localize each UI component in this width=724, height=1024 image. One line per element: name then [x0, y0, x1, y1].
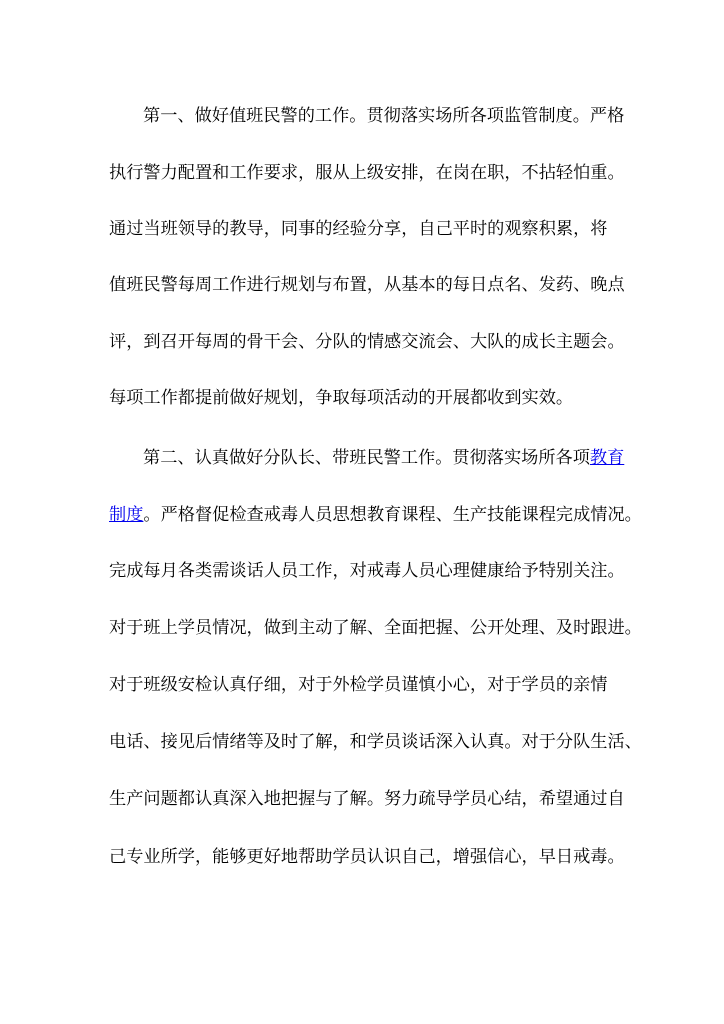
paragraph-2-line-1	[143, 446, 673, 470]
paragraph-1-line-4: 值班民警每周工作进行规划与布置，从基本的每日点名、发药、晚点	[109, 275, 625, 295]
paragraph-2-line-6: 电话、接见后情绪等及时了解，和学员谈话深入认真。对于分队生活、	[109, 732, 642, 752]
paragraph-1-line-2: 执行警力配置和工作要求，服从上级安排，在岗在职，不拈轻怕重。	[109, 163, 625, 183]
paragraph-1-line-6: 每项工作都提前做好规划，争取每项活动的开展都收到实效。	[109, 388, 574, 408]
paragraph-1-line-3: 通过当班领导的教导，同事的经验分享，自己平时的观察积累，将	[109, 219, 608, 239]
paragraph-2-line-8: 己专业所学，能够更好地帮助学员认识自己，增强信心，早日戒毒。	[109, 847, 625, 867]
paragraph-2-line-7: 生产问题都认真深入地把握与了解。努力疏导学员心结，希望通过自	[109, 789, 625, 809]
paragraph-2-line-2	[109, 503, 642, 527]
paragraph-1-line-1: 第一、做好值班民警的工作。贯彻落实场所各项监管制度。严格	[143, 106, 625, 126]
paragraph-2-line-3: 完成每月各类需谈话人员工作，对戒毒人员心理健康给予特别关注。	[109, 561, 625, 581]
paragraph-1-line-5: 评，到召开每周的骨干会、分队的情感交流会、大队的成长主题会。	[109, 332, 625, 352]
paragraph-2-line-1-text: 第二、认真做好分队长、带班民警工作。贯彻落实场所各项	[143, 448, 590, 468]
paragraph-2-line-2-text: 。严格督促检查戒毒人员思想教育课程、生产技能课程完成情况。	[143, 505, 642, 525]
paragraph-2-line-4: 对于班上学员情况，做到主动了解、全面把握、公开处理、及时跟进。	[109, 618, 642, 638]
paragraph-2-line-5: 对于班级安检认真仔细，对于外检学员谨慎小心，对于学员的亲情	[109, 675, 608, 695]
system-link[interactable]: 制度	[109, 505, 144, 525]
education-link[interactable]: 教育	[589, 448, 625, 468]
